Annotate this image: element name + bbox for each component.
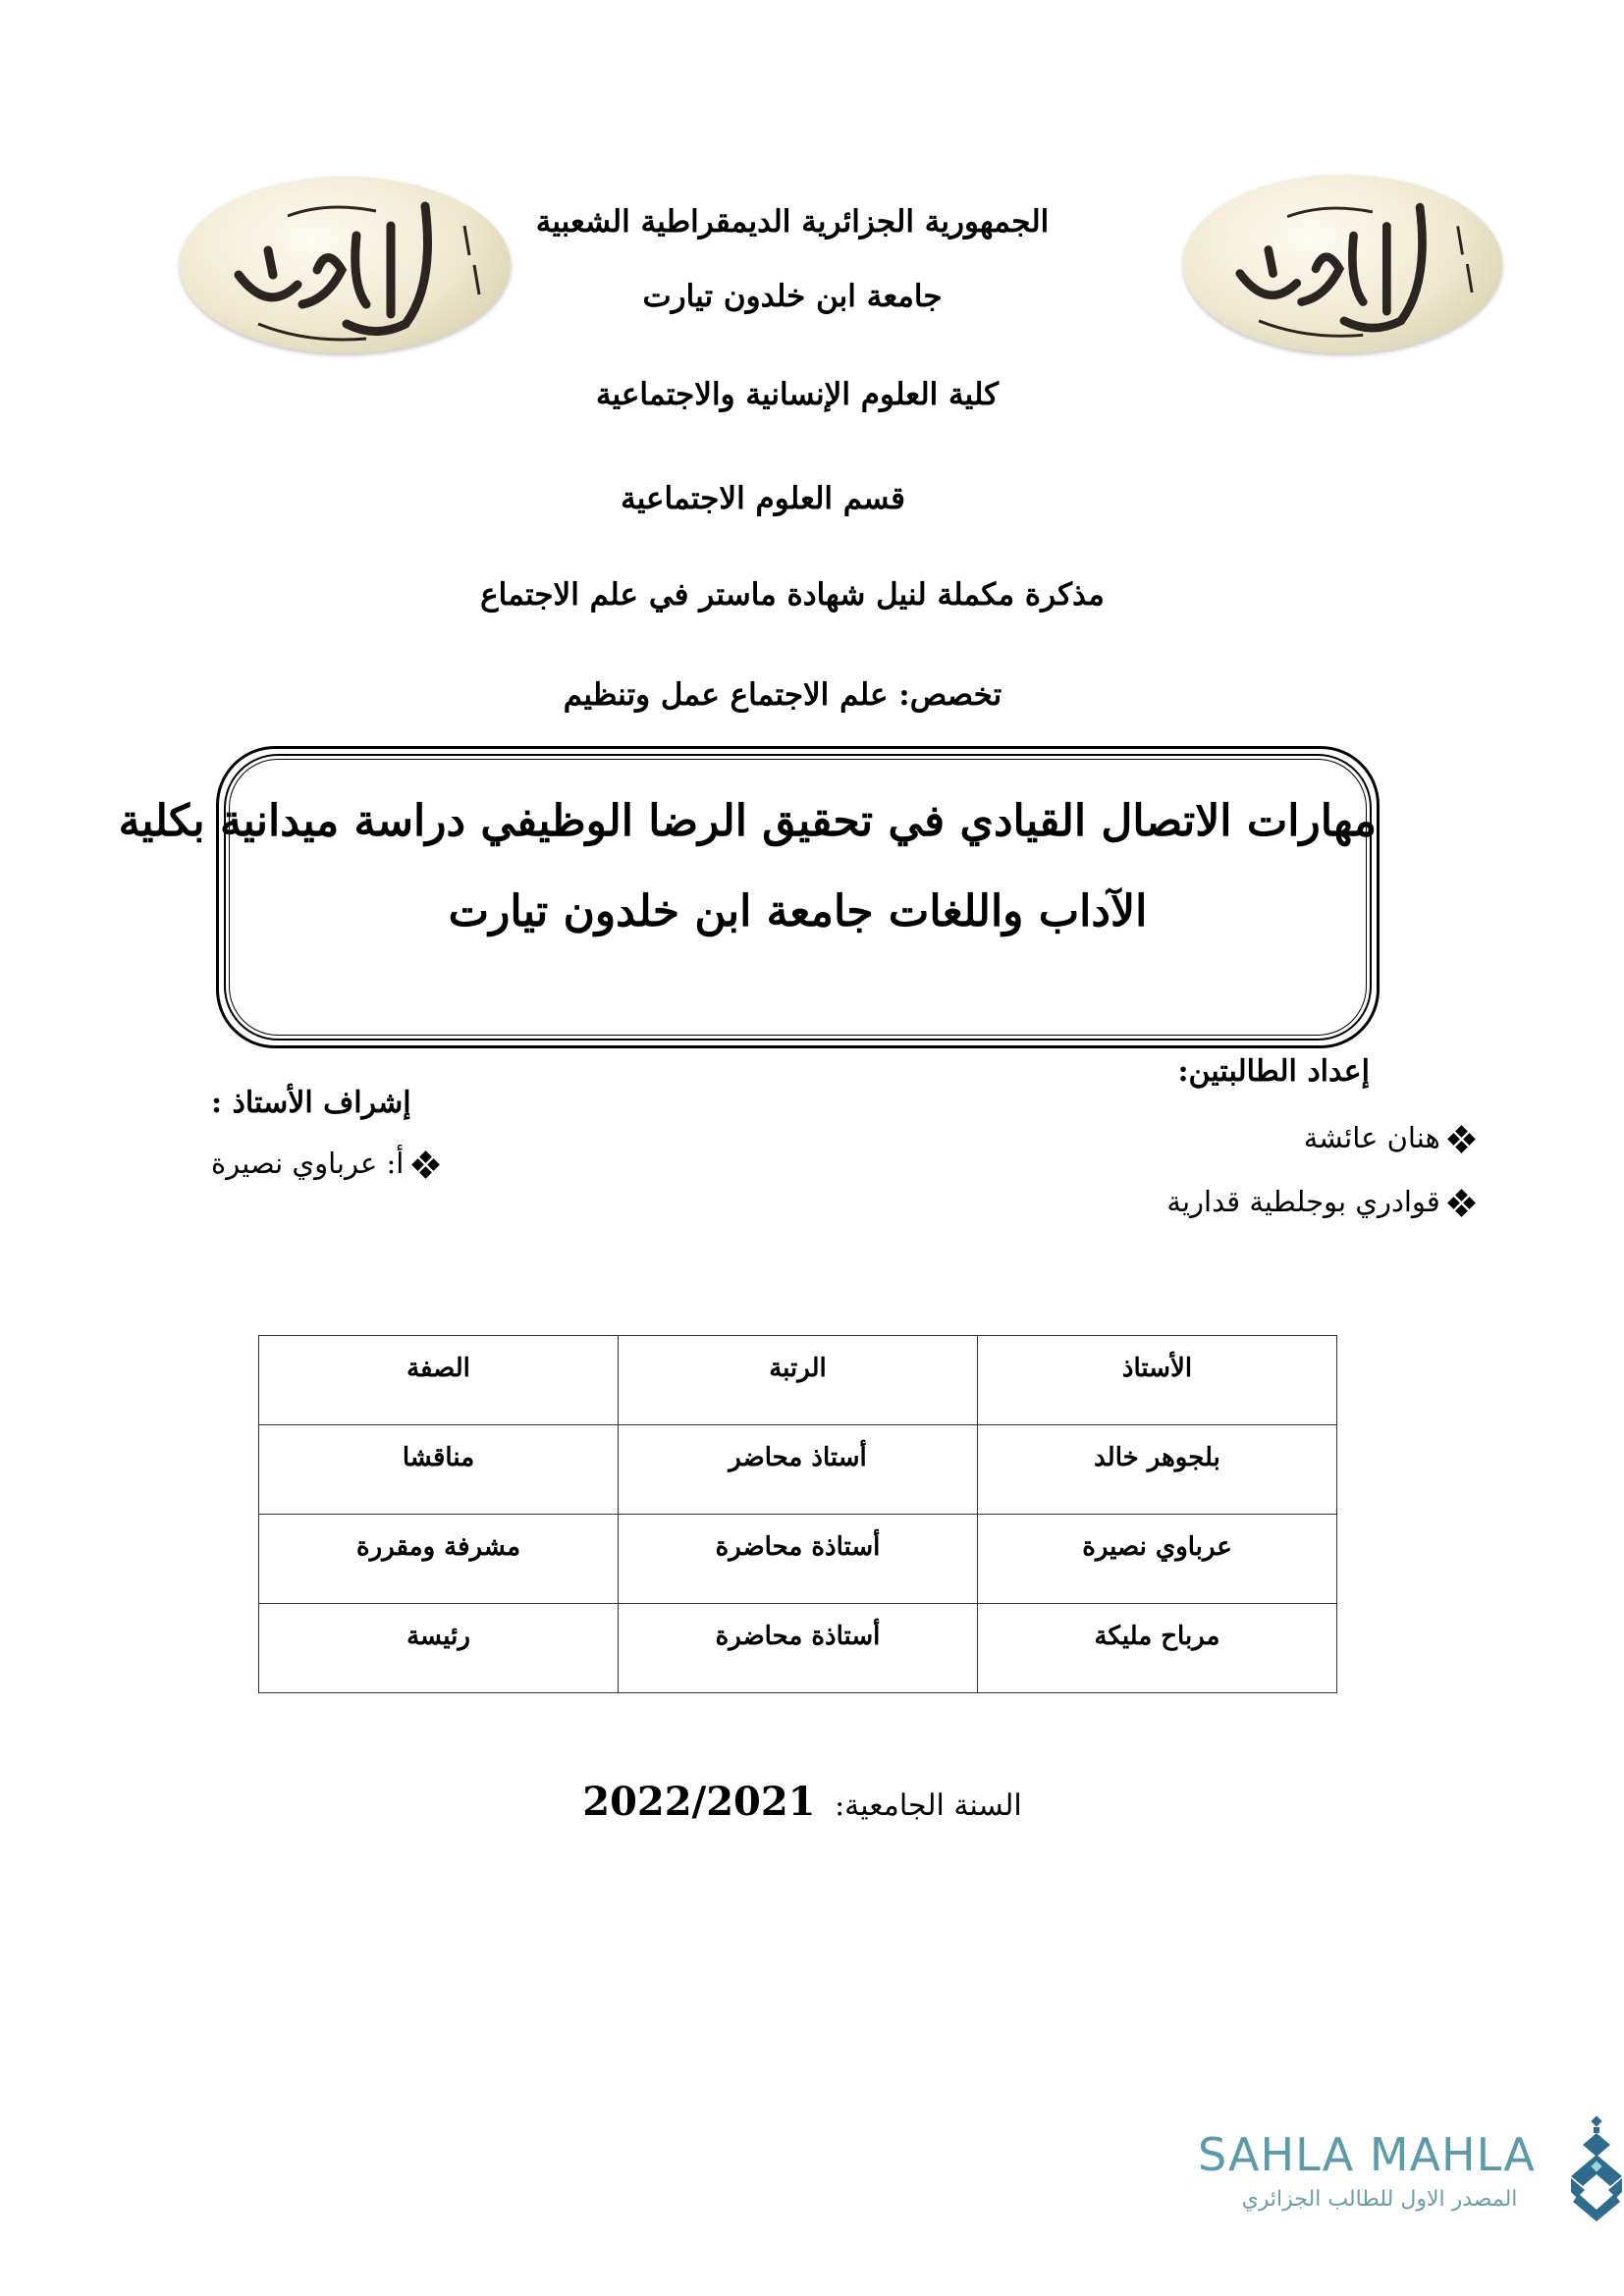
university-logo-right (1183, 175, 1502, 353)
sahla-mahla-emblem-icon (1566, 2115, 1624, 2223)
cell-role: رئيسة (259, 1604, 619, 1693)
academic-year (0, 1779, 1614, 1825)
university-name: جامعة ابن خلدون تيارت (642, 279, 943, 314)
cell-rank: أستاذ محاضر (619, 1425, 978, 1515)
department-name: قسم العلوم الاجتماعية (621, 481, 905, 516)
cell-role: مشرفة ومقررة (259, 1515, 619, 1604)
academic-year-value: 2022/2021 (582, 1779, 816, 1825)
column-header-professor: الأستاذ (978, 1336, 1337, 1425)
faculty-name: كلية العلوم الإنسانية والاجتماعية (595, 377, 1000, 412)
table-row (259, 1425, 1337, 1515)
university-logo-left (180, 177, 511, 353)
watermark-tagline: المصدر الاول للطالب الجزائري (1241, 2187, 1518, 2212)
republic-title: الجمهورية الجزائرية الديمقراطية الشعبية (535, 204, 1050, 240)
diamond-bullet-icon (1449, 1127, 1475, 1152)
students-heading: إعداد الطالبتين: (1177, 1054, 1370, 1089)
column-header-role: الصفة (259, 1336, 619, 1425)
supervisor-heading: إشراف الأستاذ : (211, 1086, 411, 1120)
cell-role: مناقشا (259, 1425, 619, 1515)
column-header-rank: الرتبة (619, 1336, 978, 1425)
cell-rank: أستاذة محاضرة (619, 1604, 978, 1693)
cell-rank: أستاذة محاضرة (619, 1515, 978, 1604)
calligraphy-emblem-icon (180, 177, 511, 353)
cell-professor: مرباح مليكة (978, 1604, 1337, 1693)
specialty: تخصص: علم الاجتماع عمل وتنظيم (563, 677, 1002, 713)
table-header-row (259, 1336, 1337, 1425)
sahla-mahla-watermark (1178, 2110, 1610, 2228)
cell-professor: عرباوي نصيرة (978, 1515, 1337, 1604)
thesis-title-line-2: الآداب واللغات جامعة ابن خلدون تيارت (448, 886, 1148, 936)
cell-professor: بلجوهر خالد (978, 1425, 1337, 1515)
thesis-title-box (118, 746, 1380, 1048)
academic-year-label: السنة الجامعية: (835, 1789, 1022, 1823)
student-name: قوادري بوجلطية قدارية (1166, 1185, 1440, 1218)
calligraphy-emblem-icon (1183, 175, 1502, 353)
supervisor-item (211, 1147, 439, 1180)
diamond-bullet-icon (413, 1152, 439, 1178)
supervisor-name: أ: عرباوي نصيرة (211, 1147, 405, 1180)
thesis-title-line-1: مهارات الاتصال القيادي في تحقيق الرضا الوظيفي دراسة ميدانية بكلية (118, 796, 1377, 846)
student-item (1166, 1185, 1475, 1218)
watermark-brand: SAHLA MAHLA (1198, 2128, 1536, 2181)
table-row (259, 1515, 1337, 1604)
table-row (259, 1604, 1337, 1693)
student-name: هنان عائشة (1303, 1121, 1440, 1154)
jury-table (258, 1335, 1337, 1693)
student-item (1304, 1121, 1475, 1154)
diamond-bullet-icon (1449, 1191, 1475, 1216)
thesis-type: مذكرة مكملة لنيل شهادة ماستر في علم الاجتماع (480, 577, 1105, 613)
